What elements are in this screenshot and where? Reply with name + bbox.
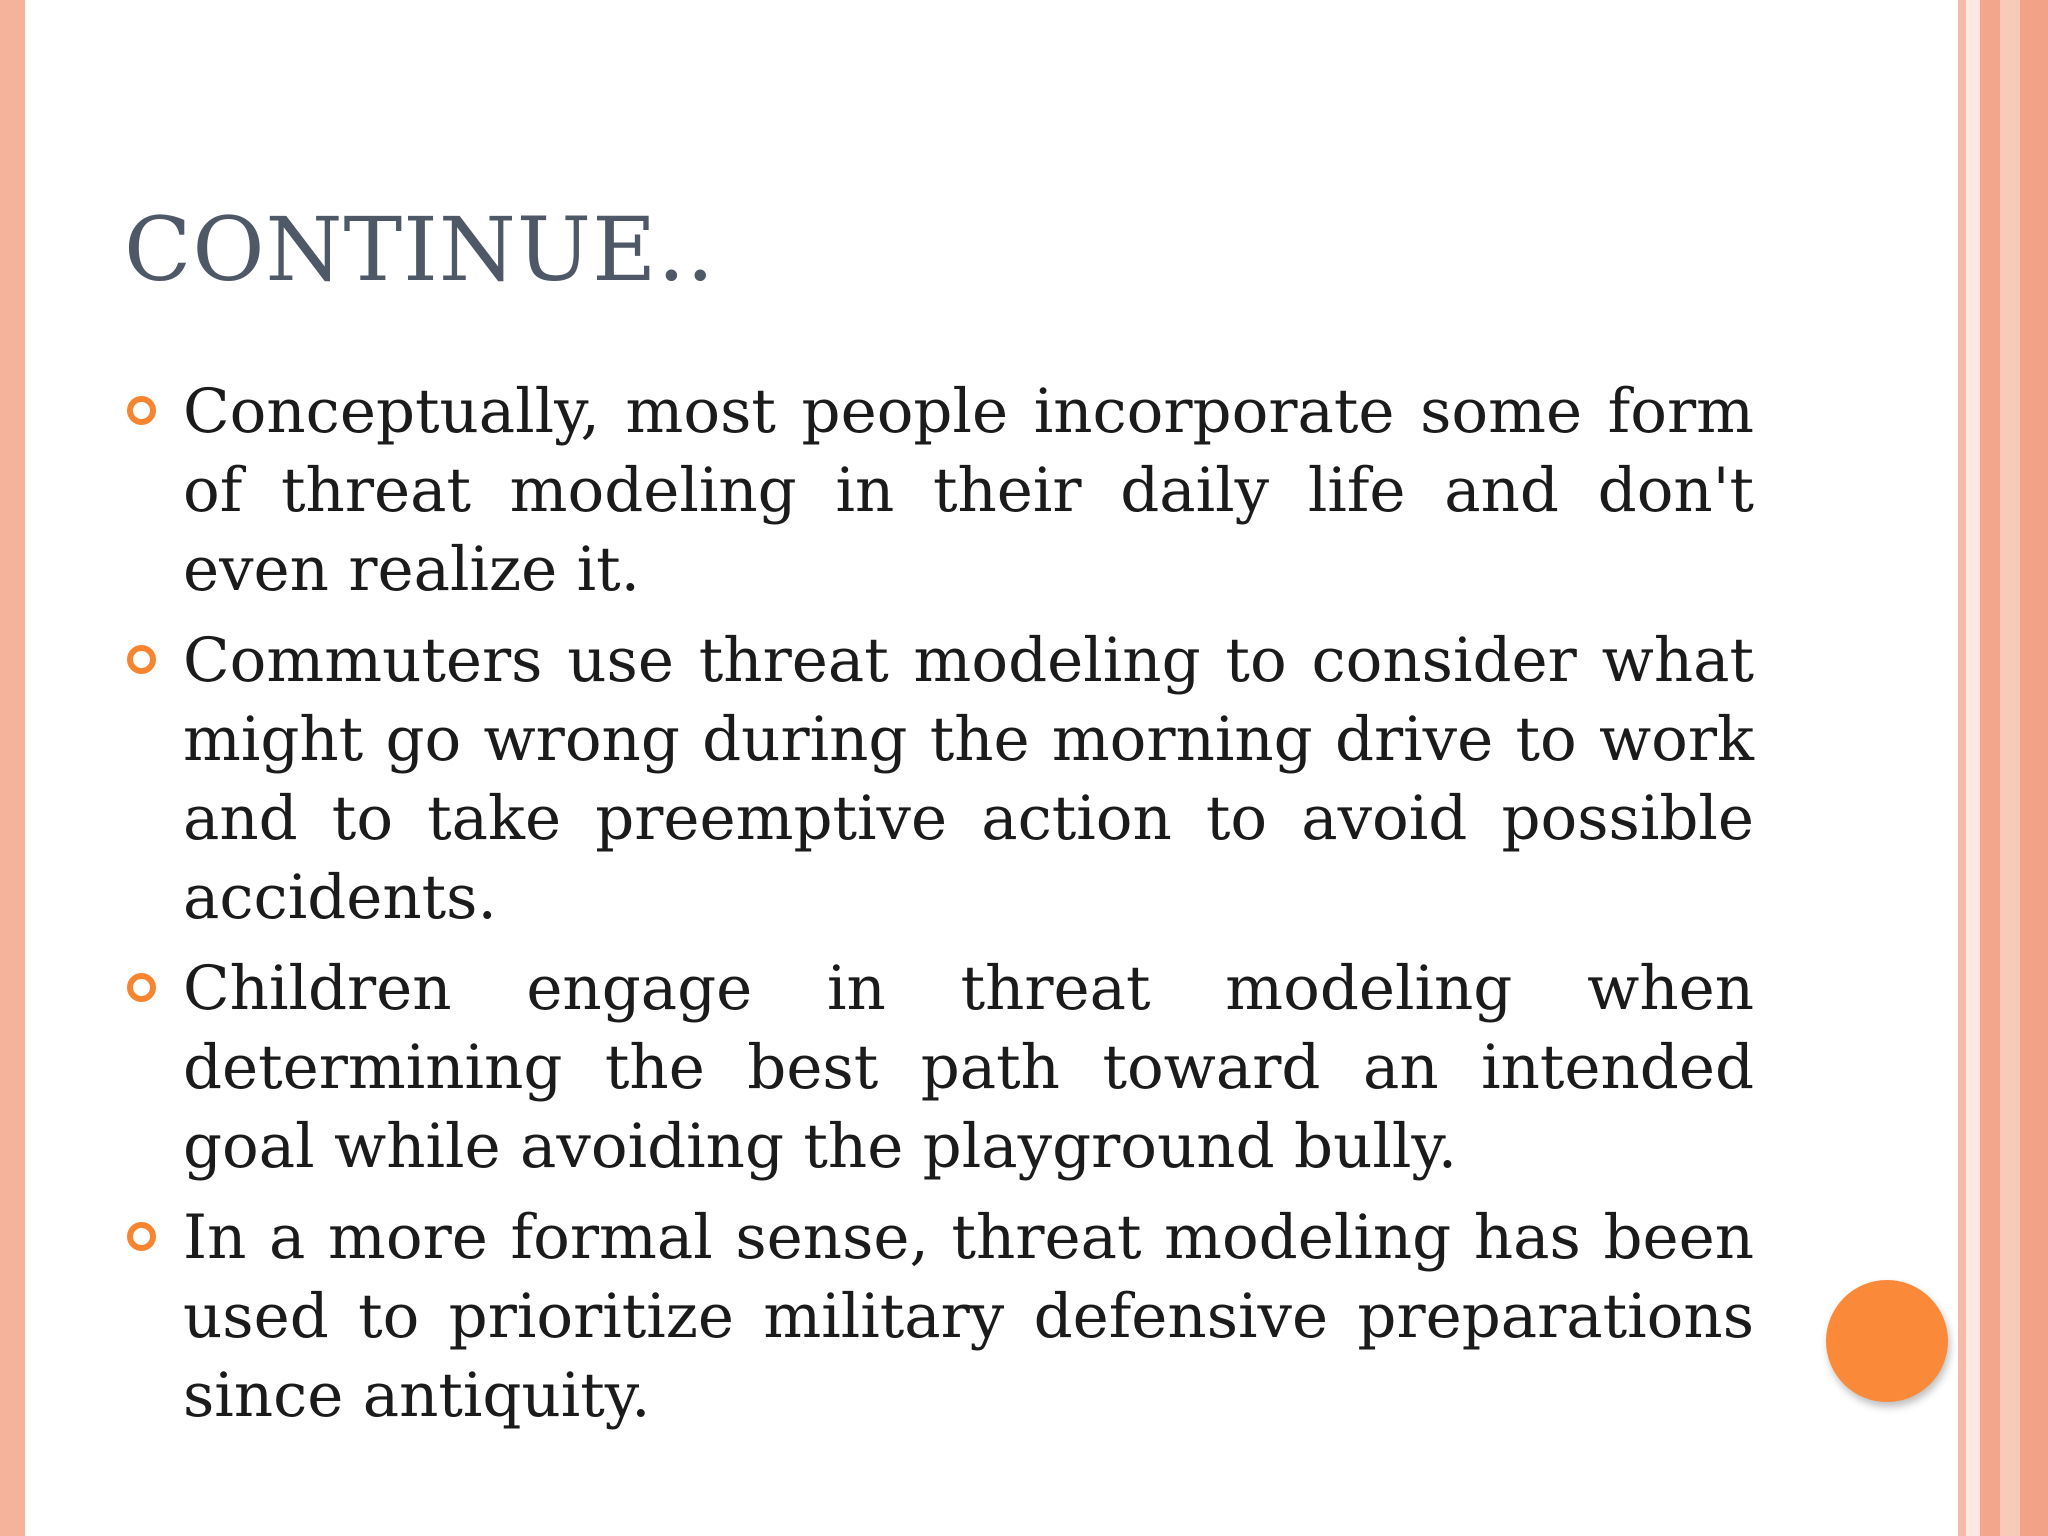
bullet-item xyxy=(124,1198,1754,1435)
bullet-list xyxy=(124,372,1754,1435)
right-border-stripe xyxy=(1980,0,2000,1536)
bullet-text: Conceptually, most people incorporate some form of threat modeling in their daily life and don't even realize it. xyxy=(183,376,1754,605)
bullet-text: Children engage in threat modeling when determining the best path toward an intended goal while avoiding the playground bully. xyxy=(183,953,1754,1182)
ring-bullet-icon xyxy=(127,1222,156,1251)
bullet-text: In a more formal sense, threat modeling has been used to prioritize military defensive preparations since antiquity. xyxy=(183,1202,1754,1431)
bullet-item xyxy=(124,949,1754,1186)
right-border-stripe xyxy=(2020,0,2048,1536)
right-border-stripe xyxy=(2000,0,2020,1536)
bullet-text: Commuters use threat modeling to consider what might go wrong during the morning drive to work and to take preemptive action to avoid possible accidents. xyxy=(183,625,1754,933)
orange-circle-button[interactable] xyxy=(1826,1280,1948,1402)
right-border-stripe xyxy=(1958,0,1966,1536)
slide-title: CONTINUE.. xyxy=(124,198,716,301)
bullet-item xyxy=(124,621,1754,937)
ring-bullet-icon xyxy=(127,645,156,674)
ring-bullet-icon xyxy=(127,396,156,425)
left-border-stripe xyxy=(0,0,25,1536)
bullet-item xyxy=(124,372,1754,609)
right-border-stripe xyxy=(1966,0,1980,1536)
ring-bullet-icon xyxy=(127,973,156,1002)
